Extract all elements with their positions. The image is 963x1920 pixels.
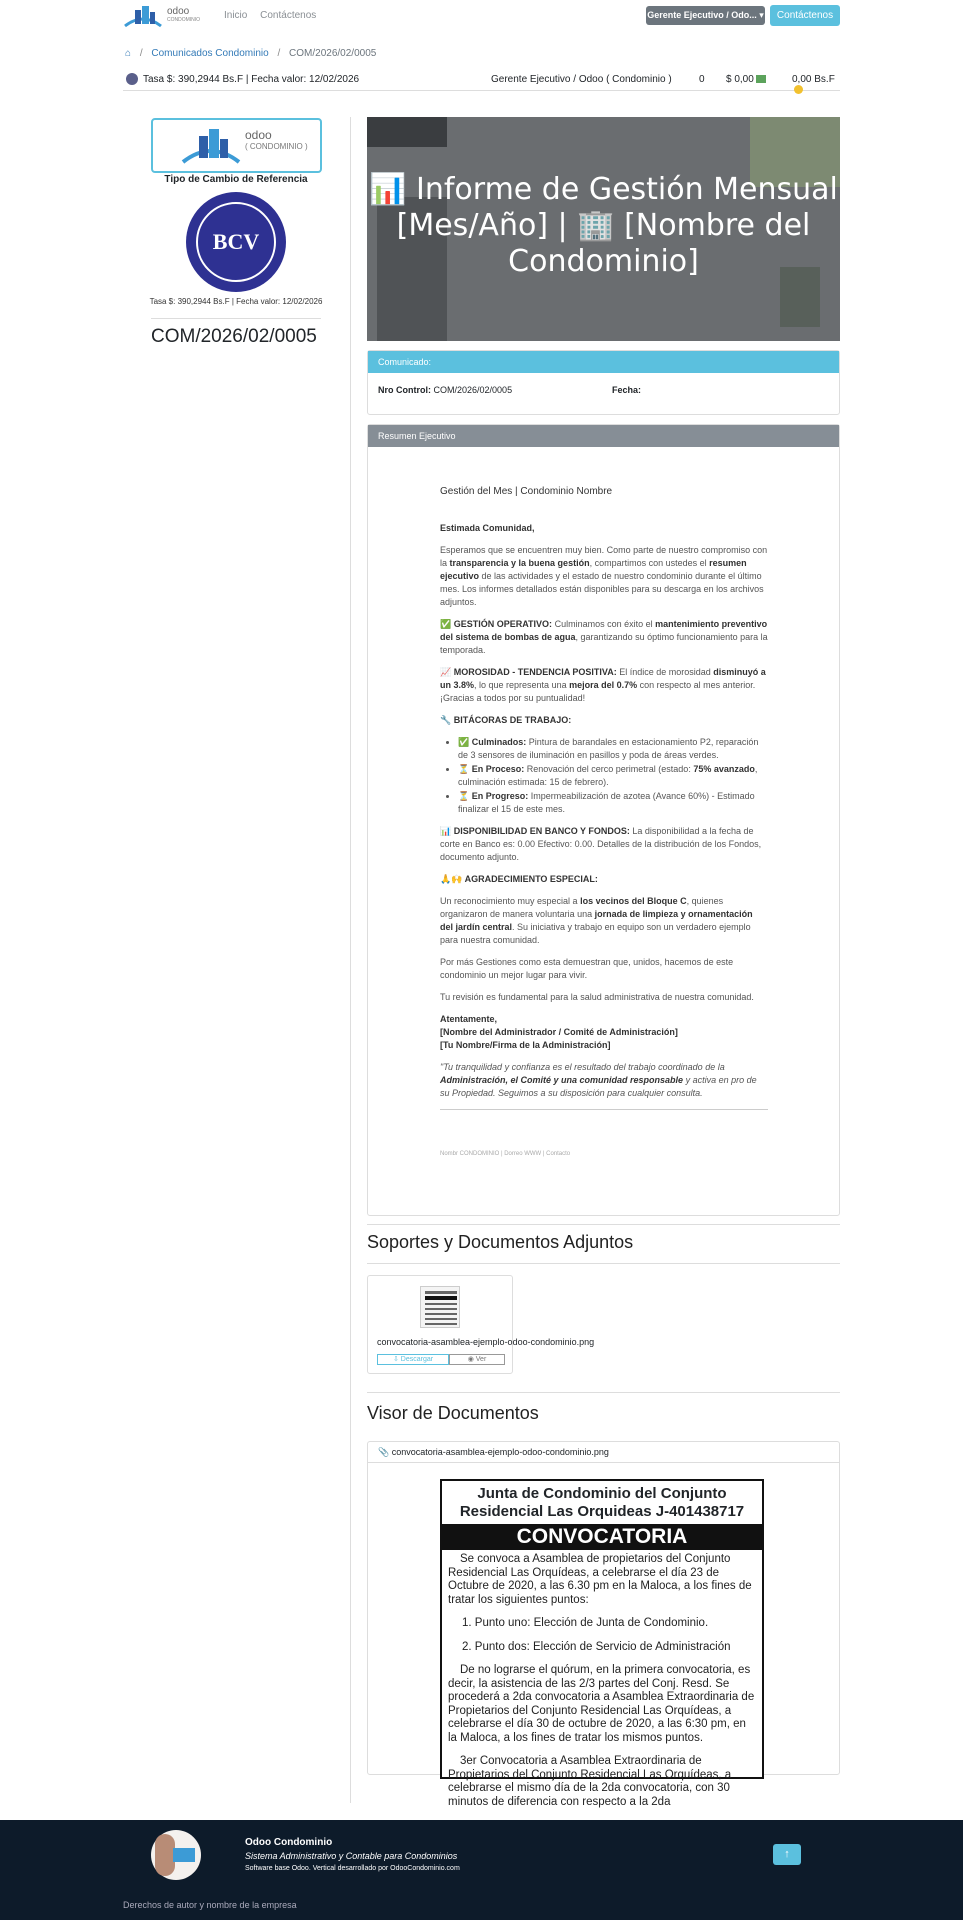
exchange-rate-text: Tasa $: 390,2944 Bs.F | Fecha valor: 12/02/2026 xyxy=(143,74,360,85)
user-menu-button[interactable] xyxy=(646,6,765,25)
list-item: • ⏳ En Proceso: Renovación del cerco perimetral (estado: 75% avanzado, culminación estimada: 15 de febrero). xyxy=(458,763,768,789)
download-icon: ⇩ xyxy=(392,1356,399,1363)
sidebar-rate-text: Tasa $: 390,2944 Bs.F | Fecha valor: 12/02/2026 xyxy=(149,297,323,306)
download-button[interactable]: ⇩ Descargar xyxy=(377,1354,449,1365)
email-agradecimiento: Un reconocimiento muy especial a los vecinos del Bloque C, quienes organizaron de manera voluntaria una jornada de limpieza y ornamentación del jardín central. Su iniciativa y trabajo en equipo son un verdadero ejemplo para nuestra comunidad. xyxy=(440,896,753,945)
building-logo-icon xyxy=(181,126,241,166)
arrow-up-icon: ↑ xyxy=(784,1848,790,1860)
sidebar-brand-sub: ( CONDOMINIO ) xyxy=(245,142,308,151)
date-label: Fecha: xyxy=(612,385,642,395)
footer-subtitle: Sistema Administrativo y Contable para Condominios xyxy=(245,1851,458,1861)
brand-sub: CONDOMINIO xyxy=(167,17,201,23)
email-signature: Atentamente, [Nombre del Administrador / Comité de Administración] [Tu Nombre/Firma de la Administración] xyxy=(440,1014,678,1050)
document-preview[interactable] xyxy=(440,1479,764,1808)
count-value: 0 xyxy=(699,74,705,85)
hero-title: 📊 Informe de Gestión Mensual [Mes/Año] | 🏢 [Nombre del Condominio] xyxy=(369,172,838,279)
breadcrumb-separator: / xyxy=(277,48,281,59)
email-body xyxy=(440,485,768,1161)
sidebar-logo xyxy=(151,118,322,173)
cash-icon xyxy=(756,75,766,83)
paperclip-icon: 📎 xyxy=(378,1447,390,1457)
usd-balance xyxy=(726,74,766,85)
email-bitacoras-label: 🔧 BITÁCORAS DE TRABAJO: xyxy=(440,715,572,725)
doc-body: Se convoca a Asamblea de propietarios del Conjunto Residencial Las Orquídeas, a celebrarse el día 23 de Octubre de 2020, a las 6.30 pm en la Maloca, a los fines de tratar los siguientes puntos: 1. Punto uno: Elección de Junta de Condominio. 2. Punto dos: Elección de Servicio de Administración De no lograrse el quórum, en la primera convocatoria, es decir, la asistencia de las 2/3 partes del Conj. Resd. Se procederá a 2da convocatoria a Asamblea Extraordinaria de Propietarios del Conjunto Residencial Las Orquídeas, a celebrarse el día 30 de octubre de 2020, a las 6:30 pm, en la Maloca, a los fines de tratar los mismos puntos. 3er Convocatoria a Asamblea Extraordinaria de Propietarios del Conjunto Residencial Las Orquídeas, a celebrarse el mismo día de la 2da convocatoria, con 30 minutos de diferencia con respecto a la 2da xyxy=(448,1553,755,1808)
user-menu-label: Gerente Ejecutivo / Odo... xyxy=(647,10,757,20)
sidebar-divider xyxy=(151,318,321,319)
hero-decoration xyxy=(367,117,447,147)
footer-small: Software base Odoo. Vertical desarrollado por OdooCondominio.com xyxy=(245,1865,460,1872)
bcv-seal-text: BCV xyxy=(212,229,260,254)
nav-link-contactenos[interactable]: Contáctenos xyxy=(260,10,317,21)
brand-logo-text xyxy=(167,7,200,25)
avatar xyxy=(151,1830,201,1880)
viewer-header xyxy=(368,1442,839,1463)
avatar-person xyxy=(155,1834,175,1876)
brand-logo[interactable] xyxy=(123,4,209,28)
breadcrumb-separator: / xyxy=(139,48,143,59)
list-item: • ⏳ En Progreso: Impermeabilización de azotea (Avance 60%) - Estimado finalizar el 15 de este mes. xyxy=(458,790,768,816)
usd-balance-value: $ 0,00 xyxy=(726,74,754,85)
email-heading: Gestión del Mes | Condominio Nombre xyxy=(440,486,613,497)
resumen-card-header: Resumen Ejecutivo xyxy=(368,425,839,447)
exchange-type-label: Tipo de Cambio de Referencia xyxy=(164,174,308,185)
email-greeting: Estimada Comunidad, xyxy=(440,523,535,533)
viewer-filename: convocatoria-asamblea-ejemplo-odoo-condominio.png xyxy=(391,1447,609,1457)
bitacoras-list xyxy=(440,736,768,816)
attachments-title: Soportes y Documentos Adjuntos xyxy=(367,1232,634,1252)
sidebar-brand: odoo xyxy=(245,128,272,142)
email-review: Tu revisión es fundamental para la salud administrativa de nuestra comunidad. xyxy=(440,992,754,1002)
viewer-title: Visor de Documentos xyxy=(367,1403,539,1423)
control-number-value: COM/2026/02/0005 xyxy=(433,385,513,395)
doc-banner: CONVOCATORIA xyxy=(442,1524,762,1550)
sidebar-logo-text xyxy=(245,129,308,153)
breadcrumb xyxy=(125,48,376,59)
email-morosidad: 📈 MOROSIDAD - TENDENCIA POSITIVA: El índice de morosidad disminuyó a un 3.8%, lo que representa una mejora del 0.7% con respecto al mes anterior. ¡Gracias a todos por su puntualidad! xyxy=(440,667,766,703)
contact-button[interactable]: Contáctenos xyxy=(770,5,840,26)
eye-icon: ◉ xyxy=(467,1356,474,1363)
hero-banner xyxy=(367,117,840,341)
attachment-thumbnail[interactable] xyxy=(420,1286,460,1328)
view-button[interactable]: ◉ Ver xyxy=(449,1354,505,1365)
sidebar-reference: COM/2026/02/0005 xyxy=(151,326,317,347)
nav-links xyxy=(224,10,326,21)
bcv-seal-icon xyxy=(186,192,286,292)
email-footer-small: Nombr CONDOMINIO | Dorreo WWW | Contacto xyxy=(440,1151,571,1157)
control-number xyxy=(378,385,512,395)
attachment-filename: convocatoria-asamblea-ejemplo-odoo-condominio.png xyxy=(377,1337,595,1347)
bsf-balance xyxy=(792,74,840,96)
attachment-card xyxy=(367,1275,595,1374)
comunicado-card xyxy=(367,350,840,415)
coin-icon xyxy=(794,85,803,94)
nav-link-inicio[interactable]: Inicio xyxy=(224,10,248,21)
caret-down-icon: ▾ xyxy=(759,10,764,20)
copyright: Derechos de autor y nombre de la empresa xyxy=(123,1900,297,1910)
section-divider xyxy=(367,1263,840,1264)
column-divider xyxy=(350,117,351,1803)
avatar-logo xyxy=(173,1848,195,1862)
manager-text: Gerente Ejecutivo / Odoo ( Condominio ) xyxy=(491,74,672,85)
footer-name: Odoo Condominio xyxy=(245,1837,333,1848)
top-navbar xyxy=(0,0,963,32)
breadcrumb-comunicados[interactable]: Comunicados Condominio xyxy=(151,48,269,59)
email-disponibilidad: 📊 DISPONIBILIDAD EN BANCO Y FONDOS: La disponibilidad a la fecha de corte en Banco es: 0.00 Efectivo: 0.00. Detalles de la distribución de los Fondos, documento adjunto. xyxy=(440,826,762,862)
document-viewer xyxy=(367,1441,840,1808)
email-quote: "Tu tranquilidad y confianza es el resultado del trabajo coordinado de la Administración, el Comité y una comunidad responsable y activa en pro de su Propiedad. Seguimos a su disposición para cualquier consulta. xyxy=(440,1062,757,1098)
doc-title: Junta de Condominio del Conjunto Residencial Las Orquideas J-401438717 xyxy=(459,1485,745,1520)
email-operativo: ✅ GESTIÓN OPERATIVO: Culminamos con éxito el mantenimiento preventivo del sistema de bombas de agua, garantizando su óptimo funcionamiento para la temporada. xyxy=(440,619,768,655)
date-field xyxy=(612,385,641,395)
resumen-card xyxy=(367,424,840,1216)
brand-name: odoo xyxy=(167,6,190,17)
control-number-label: Nro Control: xyxy=(378,385,431,395)
email-intro: Esperamos que se encuentren muy bien. Como parte de nuestro compromiso con la transparencia y la buena gestión, compartimos con ustedes el resumen ejecutivo de las actividades y el estado de nuestro condominio durante el último mes. Los informes detallados están disponibles para su descarga en los archivos adjuntos. xyxy=(440,545,768,607)
email-agradecimiento-label: 🙏🙌 AGRADECIMIENTO ESPECIAL: xyxy=(440,874,598,884)
bsf-balance-value: 0,00 Bs.F xyxy=(792,74,835,85)
section-divider xyxy=(367,1224,840,1225)
scroll-top-button[interactable] xyxy=(773,1844,801,1865)
globe-icon xyxy=(126,73,138,85)
home-icon[interactable]: ⌂ xyxy=(125,48,132,59)
email-divider xyxy=(440,1109,768,1110)
rate-bar xyxy=(123,73,840,91)
comunicado-card-header: Comunicado: xyxy=(368,351,839,373)
list-item: • ✅ Culminados: Pintura de barandales en estacionamiento P2, reparación de 3 sensores de iluminación en pasillos y poda de áreas verdes. xyxy=(458,736,768,762)
building-logo-icon xyxy=(123,4,163,28)
breadcrumb-current: COM/2026/02/0005 xyxy=(289,48,377,59)
section-divider xyxy=(367,1392,840,1393)
footer xyxy=(0,1820,963,1920)
email-more: Por más Gestiones como esta demuestran que, unidos, hacemos de este condominio un mejor lugar para vivir. xyxy=(440,957,734,980)
